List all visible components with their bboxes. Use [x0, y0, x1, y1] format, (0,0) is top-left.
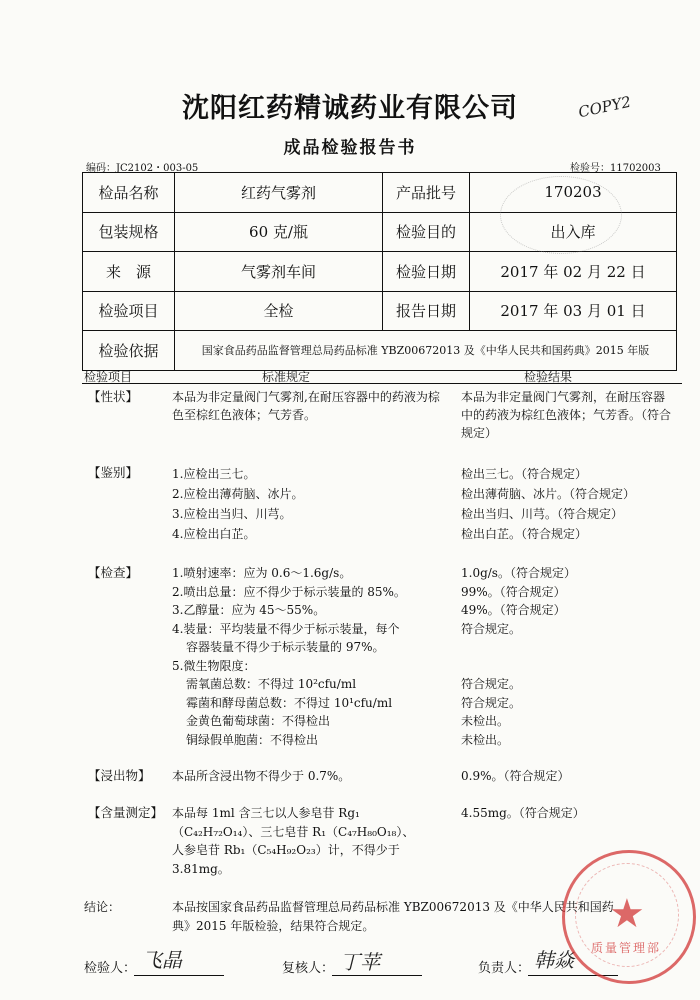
conclusion-line: 典》2015 年版检验，结果符合规定。	[172, 919, 375, 933]
list-item: 4.装量：平均装量不得少于标示装量，每个	[172, 621, 400, 636]
purpose-value: 出入库	[470, 212, 677, 252]
spec-label: 包装规格	[83, 212, 175, 252]
list-item: 99%。（符合规定）	[461, 584, 566, 599]
list-item: 本品每 1ml 含三七以人参皂苷 Rg₁	[172, 806, 360, 820]
xingzhuang-result: 本品为非定量阀门气雾剂，在耐压容器中的药液为棕红色液体；气芳香。（符合规定）	[461, 390, 672, 440]
batch-label: 产品批号	[383, 173, 470, 213]
list-item: 检出薄荷脑、冰片。（符合规定）	[461, 487, 636, 501]
section-label-jiancha: 【检查】	[88, 565, 139, 580]
info-row	[83, 252, 677, 292]
list-item: 4.应检出白芷。	[172, 527, 256, 541]
section-label-hanliang: 【含量测定】	[88, 805, 164, 820]
list-item: 49%。（符合规定）	[461, 603, 566, 617]
list-item: 1.喷射速率：应为 0.6～1.6g/s。	[172, 566, 352, 580]
source-value: 气雾剂车间	[175, 252, 383, 292]
column-result-header: 检验结果	[524, 370, 573, 384]
list-item: 检出当归、川芎。（符合规定）	[461, 507, 624, 521]
list-item: 检出白芷。（符合规定）	[461, 527, 588, 541]
column-standard-header: 标准规定	[262, 370, 311, 384]
list-item: 1.应检出三七。	[172, 467, 256, 481]
seal-text: 质量管理部	[591, 941, 662, 955]
report-date-label: 报告日期	[383, 291, 470, 331]
product-name-label: 检品名称	[83, 173, 175, 213]
hanliang-standard	[172, 804, 452, 878]
xingzhuang-standard: 本品为非定量阀门气雾剂,在耐压容器中的药液为棕色至棕红色液体；气芳香。	[172, 390, 440, 422]
faint-seal	[500, 176, 622, 254]
info-row	[83, 291, 677, 331]
signature-line	[332, 975, 422, 976]
list-item: 符合规定。	[461, 695, 522, 710]
conclusion-line: 本品按国家食品药品监督管理总局药品标准 YBZ00672013 及《中华人民共和国药	[172, 900, 614, 914]
hanliang-result: 4.55mg。（符合规定）	[461, 806, 585, 820]
reviewer-label: 复核人：	[282, 961, 335, 976]
test-date-label: 检验日期	[383, 252, 470, 292]
red-seal-stamp	[562, 850, 696, 984]
source-label: 来 源	[83, 252, 175, 292]
items-value: 全检	[175, 291, 383, 331]
product-name-value: 红药气雾剂	[175, 173, 383, 213]
section-label-xingzhuang: 【性状】	[88, 389, 139, 404]
document-code: 编码：JC2102・003-05	[86, 163, 199, 174]
list-item: 3.应检出当归、川芎。	[172, 507, 292, 521]
header-divider	[82, 383, 682, 384]
signature-line	[134, 975, 224, 976]
document-title: 成品检验报告书	[283, 138, 417, 158]
list-item: 符合规定。	[461, 677, 522, 691]
jiancha-result	[461, 564, 675, 749]
handwritten-note: COPY2	[576, 92, 633, 122]
company-name: 沈阳红药精诚药业有限公司	[182, 93, 518, 124]
conclusion-label: 结论：	[84, 900, 121, 914]
list-item: 符合规定。	[461, 621, 522, 636]
batch-value: 170203	[470, 173, 677, 213]
jinchuwu-result: 0.9%。（符合规定）	[461, 769, 570, 783]
purpose-label: 检验目的	[383, 212, 470, 252]
section-label-jinchuwu: 【浸出物】	[88, 768, 151, 783]
jianbie-standard	[172, 464, 448, 544]
seal-star-icon: ★	[609, 891, 645, 937]
list-item: 未检出。	[461, 714, 510, 728]
list-item: 3.81mg。	[172, 861, 230, 876]
reviewer-signature: 丁苹	[340, 950, 380, 974]
list-item: 3.乙醇量：应为 45～55%。	[172, 603, 326, 617]
list-item: 检出三七。（符合规定）	[461, 467, 588, 481]
items-label: 检验项目	[83, 291, 175, 331]
list-item: 2.应检出薄荷脑、冰片。	[172, 487, 304, 501]
jianbie-result	[461, 464, 675, 544]
jiancha-standard	[172, 564, 452, 749]
test-date-value: 2017 年 02 月 22 日	[470, 252, 677, 292]
inspector-signature: 飞晶	[142, 948, 182, 972]
jinchuwu-standard: 本品所含浸出物不得少于 0.7%。	[172, 769, 351, 783]
report-number: 检验号：11702003	[570, 163, 661, 174]
list-item: 需氧菌总数：不得过 10²cfu/ml	[186, 677, 357, 691]
list-item: 金黄色葡萄球菌：不得检出	[186, 714, 331, 728]
info-row	[83, 331, 677, 371]
list-item: 5.微生物限度：	[172, 658, 256, 673]
list-item: 霉菌和酵母菌总数：不得过 10¹cfu/ml	[186, 695, 393, 710]
responsible-label: 负责人：	[478, 961, 531, 976]
inspector-label: 检验人：	[84, 961, 137, 976]
column-item-header: 检验项目	[84, 370, 133, 384]
list-item: （C₄₂H₇₂O₁₄）、三七皂苷 R₁（C₄₇H₈₀O₁₈）、	[172, 824, 415, 839]
list-item: 铜绿假单胞菌：不得检出	[186, 732, 319, 747]
list-item: 1.0g/s。（符合规定）	[461, 566, 576, 580]
list-item: 未检出。	[461, 732, 510, 747]
section-label-jianbie: 【鉴别】	[88, 465, 139, 480]
basis-label: 检验依据	[83, 331, 175, 371]
list-item: 人参皂苷 Rb₁（C₅₄H₉₂O₂₃）计，不得少于	[172, 843, 400, 857]
spec-value: 60 克/瓶	[175, 212, 383, 252]
report-date-value: 2017 年 03 月 01 日	[470, 291, 677, 331]
list-item: 2.喷出总量：应不得少于标示装量的 85%。	[172, 584, 406, 599]
basis-value: 国家食品药品监督管理总局药品标准 YBZ00672013 及《中华人民共和国药典》2015 年版	[175, 331, 677, 371]
list-item: 容器装量不得少于标示装量的 97%。	[186, 640, 385, 654]
responsible-signature: 韩焱	[534, 948, 574, 972]
